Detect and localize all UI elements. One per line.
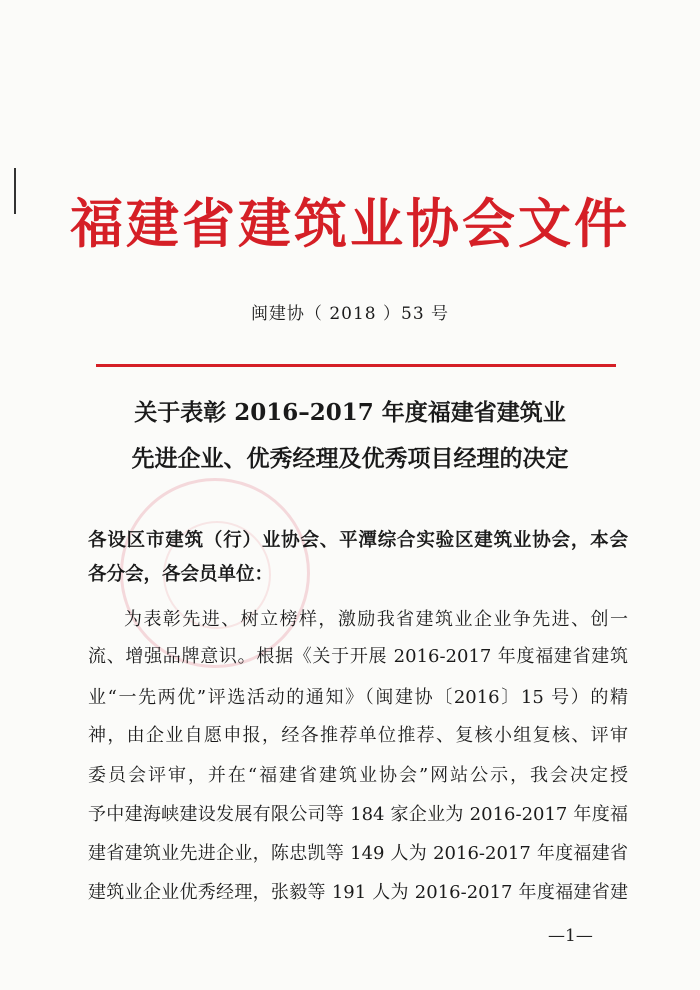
body-line-1: 为表彰先进、树立榜样，激励我省建筑业企业争先进、创一 [124, 609, 628, 630]
page-number: —1— [548, 926, 593, 946]
document-number: 闽建协（ 2018 ）53 号 [250, 304, 450, 324]
header-title: 福建省建筑业协会文件 [70, 193, 630, 255]
body-line-3: 业“一先两优”评选活动的通知》（闽建协〔2016〕15 号）的精 [88, 687, 628, 708]
red-divider [96, 364, 616, 367]
body-line-7: 建省建筑业先进企业，陈忠凯等 149 人为 2016-2017 年度福建省 [88, 843, 628, 864]
addressee-line-2: 各分会，各会员单位： [88, 564, 274, 585]
body-line-4: 神，由企业自愿申报，经各推荐单位推荐、复核小组复核、评审 [88, 725, 628, 746]
addressee-line-1: 各设区市建筑（行）业协会、平潭综合实验区建筑业协会，本会 [88, 530, 628, 551]
body-line-6: 予中建海峡建设发展有限公司等 184 家企业为 2016-2017 年度福 [88, 804, 628, 825]
body-line-8: 建筑业企业优秀经理，张毅等 191 人为 2016-2017 年度福建省建 [88, 882, 628, 903]
notice-title-line-1: 关于表彰 2016–2017 年度福建省建筑业 [134, 399, 566, 426]
notice-title-line-2: 先进企业、优秀经理及优秀项目经理的决定 [131, 445, 569, 472]
body-line-2: 流、增强品牌意识。根据《关于开展 2016-2017 年度福建省建筑 [88, 646, 628, 667]
body-line-5: 委员会评审，并在“福建省建筑业协会”网站公示，我会决定授 [88, 765, 628, 786]
